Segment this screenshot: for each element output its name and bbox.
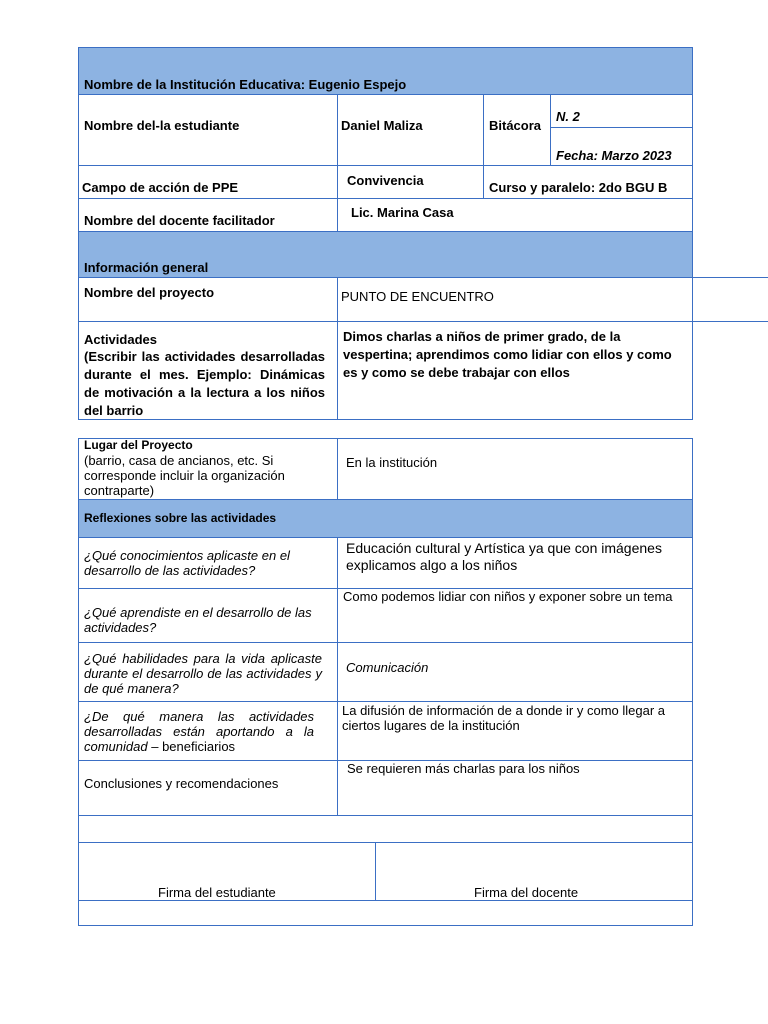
question-5: Conclusiones y recomendaciones: [84, 776, 279, 791]
question-3: ¿Qué habilidades para la vida aplicaste durante el desarrollo de las actividades y de qué manera?: [84, 651, 322, 696]
question-4-tail: – beneficiarios: [147, 739, 236, 754]
answer-3: Comunicación: [346, 660, 429, 675]
actividades-label: Actividades: [84, 332, 157, 347]
answer-4: La difusión de información de a donde ir y como llegar a ciertos lugares de la institución: [342, 703, 666, 733]
student-value: Daniel Maliza: [341, 118, 423, 133]
bitacora-date: Fecha: Marzo 2023: [556, 148, 672, 163]
campo-value: Convivencia: [347, 173, 424, 188]
proyecto-label: Nombre del proyecto: [84, 285, 215, 300]
answer-2: Como podemos lidiar con niños y exponer sobre un tema: [343, 589, 673, 604]
question-4-text: ¿De qué manera las actividades desarrolladas están aportando a la comunidad: [84, 709, 314, 754]
actividades-value: Dimos charlas a niños de primer grado, de la vespertina; aprendimos como lidiar con ellos y como es y como se debe trabajar con ellos: [343, 329, 672, 380]
lugar-label: Lugar del Proyecto: [84, 438, 193, 452]
student-label: Nombre del-la estudiante: [84, 118, 240, 133]
curso-value: Curso y paralelo: 2do BGU B: [489, 180, 668, 195]
bitacora-number: N. 2: [556, 109, 580, 124]
proyecto-value: PUNTO DE ENCUENTRO: [341, 289, 494, 304]
lugar-value: En la institución: [346, 455, 438, 470]
answer-1: Educación cultural y Artística ya que con imágenes explicamos algo a los niños: [346, 540, 662, 573]
campo-label: Campo de acción de PPE: [82, 180, 239, 195]
reflexiones-title: Reflexiones sobre las actividades: [84, 511, 277, 525]
docente-value: Lic. Marina Casa: [351, 205, 454, 220]
bitacora-label: Bitácora: [489, 118, 542, 133]
docente-label: Nombre del docente facilitador: [84, 213, 275, 228]
question-1: ¿Qué conocimientos aplicaste en el desarrollo de las actividades?: [84, 548, 290, 578]
actividades-hint: (Escribir las actividades desarrolladas durante el mes. Ejemplo: Dinámicas de motivación a la lectura a los niños del barrio: [84, 349, 325, 418]
info-general-title: Información general: [84, 260, 209, 275]
firma-estudiante-label: Firma del estudiante: [158, 885, 276, 900]
institution-label: Nombre de la Institución Educativa: Eugenio Espejo: [84, 77, 407, 92]
question-2: ¿Qué aprendiste en el desarrollo de las actividades?: [84, 605, 312, 635]
lugar-hint: (barrio, casa de ancianos, etc. Si corresponde incluir la organización contraparte): [84, 453, 285, 498]
firma-docente-label: Firma del docente: [474, 885, 579, 900]
question-4: [84, 709, 314, 754]
answer-5: Se requieren más charlas para los niños: [347, 761, 580, 776]
